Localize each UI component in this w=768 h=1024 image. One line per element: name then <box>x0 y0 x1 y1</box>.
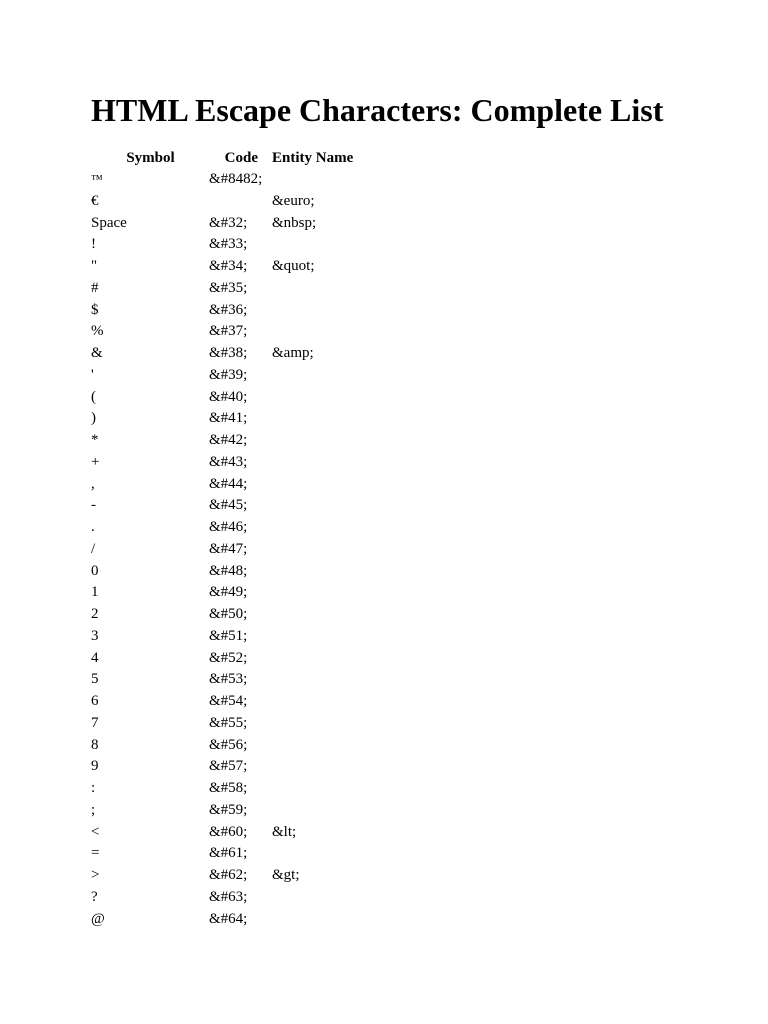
symbol-cell: ; <box>91 801 96 818</box>
code-cell: &#57; <box>209 758 248 775</box>
entity-name-cell: &lt; <box>272 823 297 840</box>
symbol-cell: € <box>91 192 99 209</box>
table-row <box>91 713 511 735</box>
table-row <box>91 735 511 757</box>
table-row <box>91 517 511 539</box>
code-cell: &#32; <box>209 214 248 231</box>
table-row <box>91 452 511 474</box>
table-row <box>91 234 511 256</box>
table-row <box>91 365 511 387</box>
symbol-cell: / <box>91 540 96 557</box>
table-row <box>91 887 511 909</box>
symbol-cell: ( <box>91 388 96 405</box>
code-cell: &#8482; <box>209 171 263 187</box>
table-row <box>91 843 511 865</box>
table-header-row <box>91 148 511 169</box>
table-row <box>91 865 511 887</box>
code-cell: &#34; <box>209 258 248 274</box>
symbol-cell: 9 <box>91 758 99 775</box>
entity-name-cell: &quot; <box>272 258 315 274</box>
table-row <box>91 800 511 822</box>
symbol-cell: ! <box>91 236 96 253</box>
table-row <box>91 278 511 300</box>
symbol-cell: Space <box>91 214 127 231</box>
code-cell: &#40; <box>209 388 248 405</box>
symbol-cell: ) <box>91 410 96 427</box>
table-row <box>91 495 511 517</box>
symbol-cell: @ <box>91 910 105 927</box>
symbol-cell: " <box>91 258 98 274</box>
code-cell: &#49; <box>209 584 248 601</box>
table-row <box>91 626 511 648</box>
table-row <box>91 648 511 670</box>
code-cell: &#54; <box>209 693 248 709</box>
entity-name-cell: &euro; <box>272 192 315 209</box>
symbol-cell: * <box>91 432 99 448</box>
code-cell: &#55; <box>209 714 248 731</box>
escape-characters-table <box>91 148 511 930</box>
code-cell: &#62; <box>209 867 248 883</box>
table-row <box>91 430 511 452</box>
table-row <box>91 256 511 278</box>
code-cell: &#58; <box>209 780 248 796</box>
symbol-cell: % <box>91 323 104 340</box>
symbol-cell: ' <box>91 366 94 383</box>
entity-name-column-header: Entity Name <box>272 150 354 166</box>
table-row <box>91 561 511 583</box>
table-row <box>91 300 511 322</box>
symbol-cell: 3 <box>91 627 99 644</box>
symbol-cell: 2 <box>91 606 99 622</box>
symbol-cell: + <box>91 453 100 470</box>
code-cell: &#64; <box>209 910 248 927</box>
code-cell: &#63; <box>209 888 248 905</box>
entity-name-cell: &gt; <box>272 867 300 883</box>
code-cell: &#46; <box>209 519 248 535</box>
table-row <box>91 474 511 496</box>
symbol-cell: = <box>91 845 100 862</box>
symbol-cell: 8 <box>91 736 99 753</box>
symbol-cell: 6 <box>91 693 99 709</box>
table-row <box>91 169 511 191</box>
symbol-cell: - <box>91 497 96 514</box>
table-row <box>91 343 511 365</box>
symbol-cell: 1 <box>91 584 99 601</box>
symbol-cell: ™ <box>91 172 103 186</box>
table-row <box>91 321 511 343</box>
symbol-cell: , <box>91 475 95 492</box>
symbol-cell: 7 <box>91 714 99 731</box>
code-cell: &#52; <box>209 649 248 666</box>
table-row <box>91 669 511 691</box>
code-cell: &#48; <box>209 562 248 579</box>
code-cell: &#39; <box>209 366 248 383</box>
table-row <box>91 756 511 778</box>
symbol-cell: $ <box>91 301 99 318</box>
code-cell: &#47; <box>209 540 248 557</box>
code-cell: &#53; <box>209 671 248 688</box>
table-row <box>91 691 511 713</box>
symbol-cell: 4 <box>91 649 99 666</box>
code-cell: &#35; <box>209 279 248 296</box>
code-cell: &#38; <box>209 345 248 361</box>
symbol-header-label: Symbol <box>126 150 175 166</box>
code-cell: &#61; <box>209 845 248 862</box>
table-row <box>91 213 511 235</box>
table-body <box>91 169 511 930</box>
code-cell: &#51; <box>209 627 248 644</box>
code-cell: &#60; <box>209 823 248 840</box>
code-column-header: Code <box>224 150 258 166</box>
code-cell: &#33; <box>209 236 248 253</box>
table-row <box>91 604 511 626</box>
symbol-cell: . <box>91 519 95 535</box>
symbol-cell: ? <box>91 888 98 905</box>
code-cell: &#44; <box>209 475 248 492</box>
code-cell: &#42; <box>209 432 248 448</box>
code-cell: &#43; <box>209 453 248 470</box>
code-cell: &#50; <box>209 606 248 622</box>
table-row <box>91 191 511 213</box>
symbol-column-header <box>91 148 209 169</box>
code-cell: &#59; <box>209 801 248 818</box>
code-cell: &#45; <box>209 497 248 514</box>
table-row <box>91 387 511 409</box>
table-row <box>91 408 511 430</box>
code-cell: &#36; <box>209 301 248 318</box>
symbol-cell: > <box>91 867 100 883</box>
symbol-cell: : <box>91 780 96 796</box>
entity-name-cell: &amp; <box>272 345 314 361</box>
code-cell: &#56; <box>209 736 248 753</box>
table-row <box>91 582 511 604</box>
table-row <box>91 822 511 844</box>
symbol-cell: & <box>91 345 103 361</box>
code-cell: &#41; <box>209 410 248 427</box>
symbol-cell: # <box>91 279 99 296</box>
table-row <box>91 539 511 561</box>
table-row <box>91 778 511 800</box>
page-title: HTML Escape Characters: Complete List <box>91 92 664 128</box>
table-row <box>91 909 511 931</box>
code-cell: &#37; <box>209 323 248 340</box>
entity-name-cell: &nbsp; <box>272 214 317 231</box>
symbol-cell: 0 <box>91 562 99 579</box>
symbol-cell: 5 <box>91 671 99 688</box>
symbol-cell: < <box>91 823 100 840</box>
